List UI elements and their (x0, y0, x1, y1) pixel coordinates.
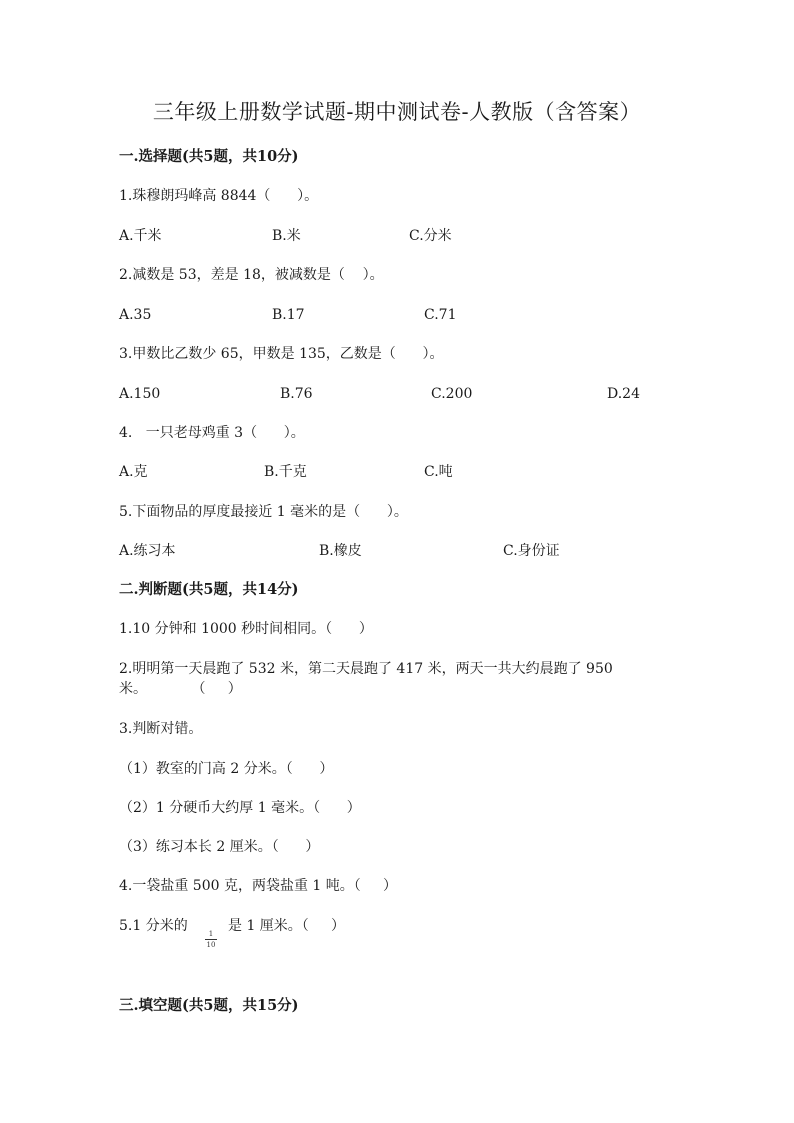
option-1-4-b[interactable]: B.千克 (264, 464, 307, 480)
question-2-4: 4.一袋盐重 500 克，两袋盐重 1 吨。（ ） (119, 878, 398, 894)
option-1-4-c[interactable]: C.吨 (424, 464, 453, 480)
page-title: 三年级上册数学试题-期中测试卷-人教版（含答案） (152, 100, 642, 124)
option-1-1-c[interactable]: C.分米 (409, 228, 452, 244)
option-1-3-b[interactable]: B.76 (280, 386, 313, 402)
option-1-2-b[interactable]: B.17 (272, 307, 305, 323)
option-1-2-c[interactable]: C.71 (424, 307, 457, 323)
question-2-5-prefix: 5.1 分米的 (119, 918, 188, 934)
question-1-4: 4. 一只老母鸡重 3（ ）。 (119, 425, 305, 441)
fraction-numerator: 1 (208, 930, 214, 938)
question-2-3-2: （2）1 分硬币大约厚 1 毫米。（ ） (119, 800, 361, 816)
option-1-1-a[interactable]: A.千米 (119, 228, 162, 244)
section-2-heading: 二.判断题(共5题，共14分) (119, 581, 299, 598)
option-1-4-a[interactable]: A.克 (119, 464, 148, 480)
section-3-heading: 三.填空题(共5题，共15分) (119, 997, 299, 1014)
question-2-3-3: （3）练习本长 2 厘米。（ ） (119, 839, 320, 855)
question-2-2-line-2: 米。 （ ） (119, 681, 242, 697)
option-1-5-b[interactable]: B.橡皮 (319, 543, 362, 559)
question-1-5: 5.下面物品的厚度最接近 1 毫米的是（ ）。 (119, 504, 408, 520)
question-2-3: 3.判断对错。 (119, 721, 203, 737)
question-2-5-suffix: 是 1 厘米。（ ） (228, 918, 346, 934)
question-2-2-line-1: 2.明明第一天晨跑了 532 米，第二天晨跑了 417 米，两天一共大约晨跑了 950 (119, 661, 613, 677)
option-1-1-b[interactable]: B.米 (272, 228, 301, 244)
option-1-3-d[interactable]: D.24 (607, 386, 640, 402)
option-1-3-a[interactable]: A.150 (119, 386, 161, 402)
question-2-1: 1.10 分钟和 1000 秒时间相同。（ ） (119, 621, 373, 637)
question-1-3: 3.甲数比乙数少 65，甲数是 135，乙数是（ ）。 (119, 346, 444, 362)
option-1-2-a[interactable]: A.35 (119, 307, 152, 323)
option-1-5-a[interactable]: A.练习本 (119, 543, 176, 559)
fraction-bar (205, 939, 217, 940)
question-1-2: 2.减数是 53，差是 18，被减数是（ ）。 (119, 267, 384, 283)
fraction-one-tenth (205, 930, 217, 949)
option-1-3-c[interactable]: C.200 (431, 386, 473, 402)
question-2-3-1: （1）教室的门高 2 分米。（ ） (119, 761, 334, 777)
question-1-1: 1.珠穆朗玛峰高 8844（ ）。 (119, 188, 319, 204)
section-1-heading: 一.选择题(共5题，共10分) (119, 148, 299, 165)
option-1-5-c[interactable]: C.身份证 (503, 543, 560, 559)
fraction-denominator: 10 (206, 941, 216, 949)
